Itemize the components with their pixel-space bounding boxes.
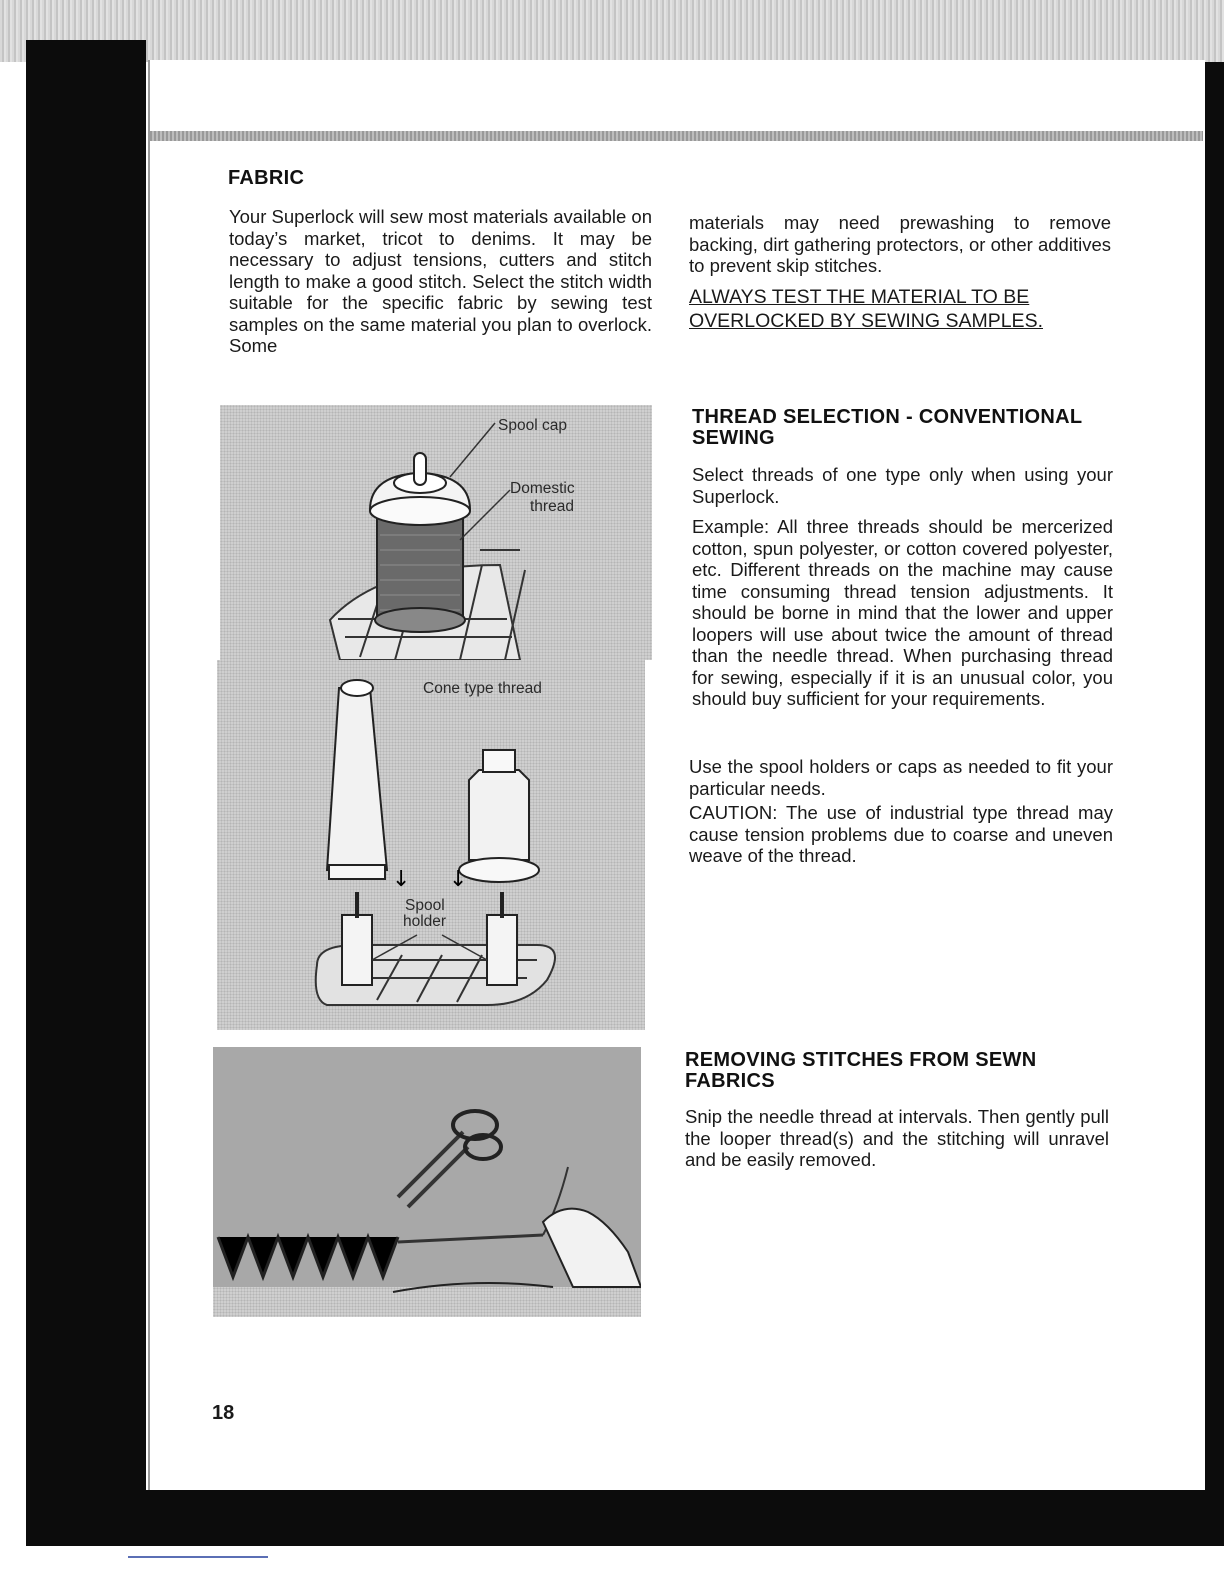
svg-text:↓: ↓ [449,867,468,892]
label-domestic: Domestic [510,480,575,497]
thread-selection-p3: Use the spool holders or caps as needed to fit your particular needs. [689,756,1113,799]
spool-cap-drawing [220,405,652,660]
fabric-warning: ALWAYS TEST THE MATERIAL TO BE OVERLOCKED BY SEWING SAMPLES. [689,286,1043,332]
thread-selection-heading: THREAD SELECTION - CONVENTIONAL SEWING [692,406,1083,449]
thread-selection-p1: Select threads of one type only when using your Superlock. [692,464,1113,507]
figure-spool-cap [220,405,652,660]
label-cone-type-thread: Cone type thread [423,680,542,697]
removing-stitches-heading: REMOVING STITCHES FROM SEWN FABRICS [685,1049,1037,1092]
scan-border-bottom [26,1490,1204,1546]
removing-stitches-drawing [213,1047,641,1317]
fabric-text-right: materials may need prewashing to remove backing, dirt gathering protectors, or other additives to prevent skip stitches. [689,212,1111,276]
scan-border-left [26,40,146,1546]
removing-stitches-text: Snip the needle thread at intervals. Then gently pull the looper thread(s) and the stitching will unravel and be easily removed. [685,1106,1109,1170]
fabric-heading: FABRIC [228,167,305,189]
thread-selection-p2: Example: All three threads should be mercerized cotton, spun polyester, or cotton covered polyester, etc. Different threads on the machine may cause time consuming thread tension adjustments. It should be borne in mind that the lower and upper loopers will use about twice the amount of thread than the needle thread. When purchasing thread for sewing, especially if it is an unusual color, you should buy sufficient for your requirements. [692,516,1113,709]
label-spool: Spool [405,897,445,914]
header-rule [150,131,1203,141]
scan-edge-top [0,0,1224,62]
label-spool-cap: Spool cap [498,417,567,434]
cone-thread-drawing [217,660,645,1030]
thread-selection-caution: CAUTION: The use of industrial type thread may cause tension problems due to coarse and uneven weave of the thread. [689,802,1113,866]
figure-cone-thread [217,660,645,1030]
figure-removing-stitches [213,1047,641,1317]
page-number: 18 [212,1402,235,1424]
svg-text:↓: ↓ [392,867,411,892]
label-holder: holder [403,913,447,930]
label-domestic-thread: thread [530,498,574,515]
fabric-text-left: Your Superlock will sew most materials available on today’s market, tricot to denims. It may be necessary to adjust tensions, cutters and stitch length to make a good stitch. Select the stitch width suitable for the specific fabric by sewing test samples on the same material you plan to overlock. Some [229,206,652,356]
scan-border-right [1203,62,1224,1546]
footer-link-line [128,1556,268,1558]
